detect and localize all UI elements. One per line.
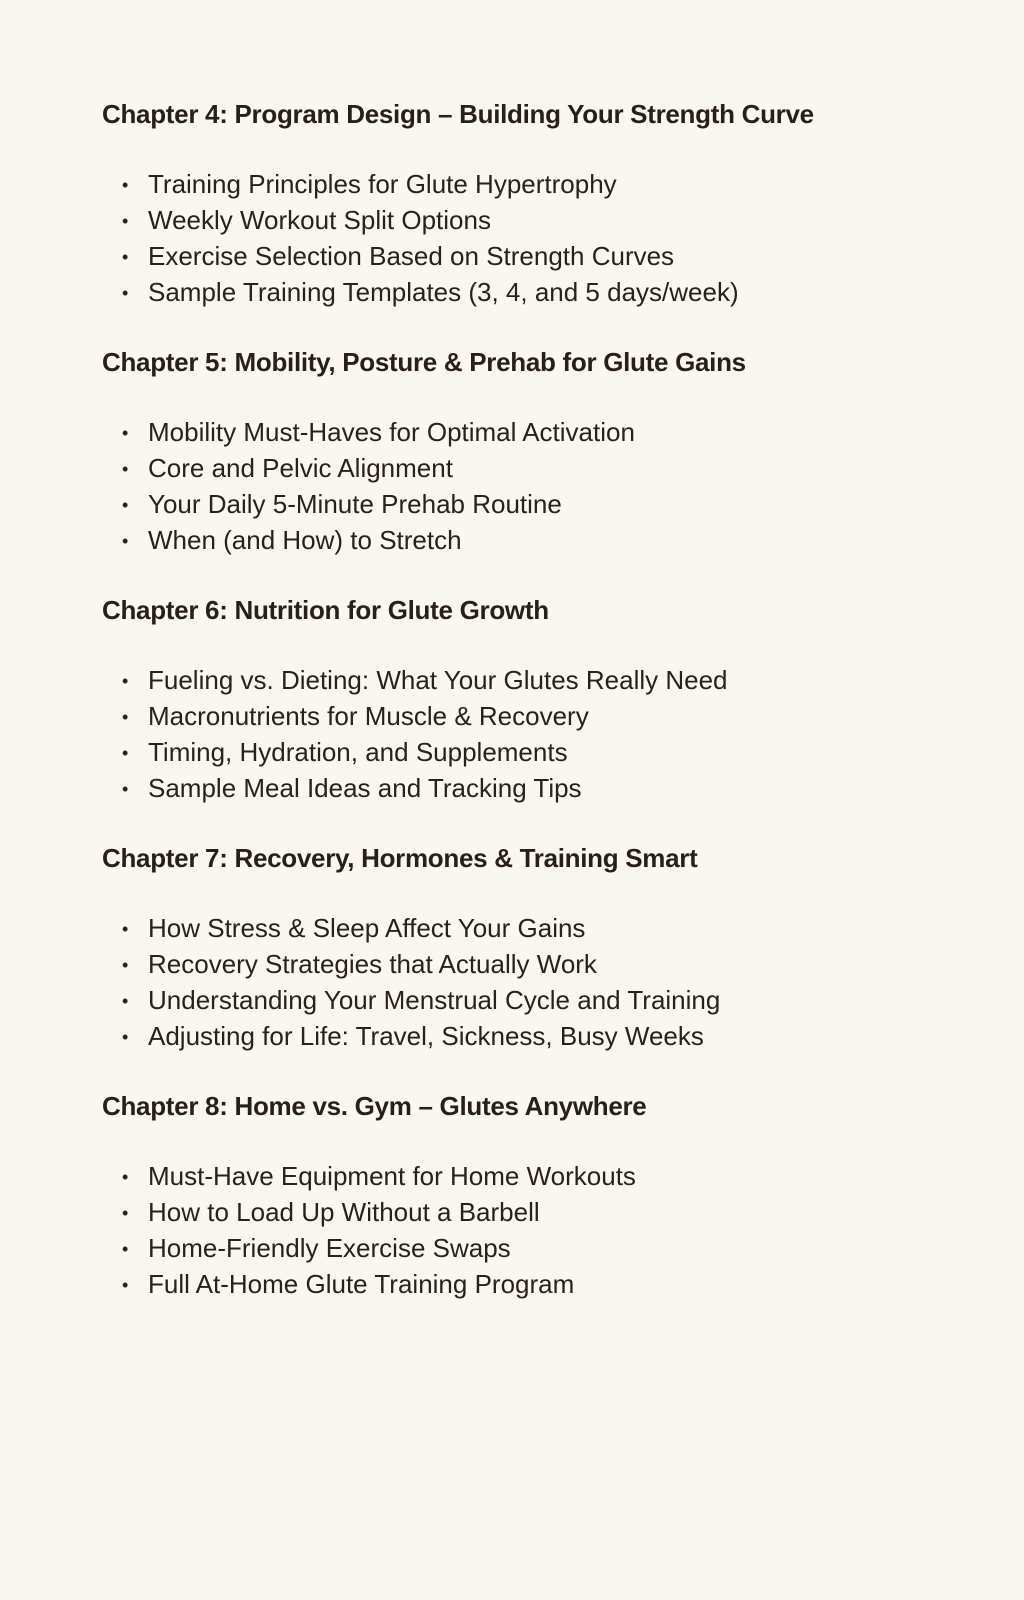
bullet-icon: • — [122, 495, 129, 515]
list-item-text: Timing, Hydration, and Supplements — [148, 737, 568, 767]
bullet-icon: • — [122, 1167, 129, 1187]
topic-list — [102, 1158, 1024, 1302]
chapter-title: Chapter 8: Home vs. Gym – Glutes Anywhere — [102, 1091, 647, 1121]
list-item-text: Exercise Selection Based on Strength Curves — [148, 241, 675, 271]
list-item — [122, 238, 1024, 274]
bullet-icon: • — [122, 459, 129, 479]
list-item-text: How Stress & Sleep Affect Your Gains — [148, 913, 586, 943]
list-item-text: Your Daily 5-Minute Prehab Routine — [148, 489, 562, 519]
chapter-title: Chapter 4: Program Design – Building Your Strength Curve — [102, 99, 814, 129]
list-item-text: Sample Meal Ideas and Tracking Tips — [148, 773, 582, 803]
list-item-text: When (and How) to Stretch — [148, 525, 462, 555]
list-item — [122, 910, 1024, 946]
list-item-text: Sample Training Templates (3, 4, and 5 days/week) — [148, 277, 739, 307]
list-item — [122, 698, 1024, 734]
list-item — [122, 1266, 1024, 1302]
list-item-text: Macronutrients for Muscle & Recovery — [148, 701, 589, 731]
bullet-icon: • — [122, 531, 129, 551]
list-item — [122, 1158, 1024, 1194]
chapter-6 — [102, 592, 1024, 806]
list-item — [122, 166, 1024, 202]
bullet-icon: • — [122, 1203, 129, 1223]
bullet-icon: • — [122, 1027, 129, 1047]
list-item-text: Mobility Must-Haves for Optimal Activation — [148, 417, 635, 447]
list-item-text: Weekly Workout Split Options — [148, 205, 491, 235]
list-item — [122, 1018, 1024, 1054]
list-item — [122, 770, 1024, 806]
chapter-5 — [102, 344, 1024, 558]
topic-list — [102, 662, 1024, 806]
list-item — [122, 202, 1024, 238]
list-item — [122, 274, 1024, 310]
bullet-icon: • — [122, 991, 129, 1011]
bullet-icon: • — [122, 671, 129, 691]
bullet-icon: • — [122, 919, 129, 939]
list-item — [122, 1230, 1024, 1266]
list-item-text: Must-Have Equipment for Home Workouts — [148, 1161, 636, 1191]
bullet-icon: • — [122, 211, 129, 231]
list-item — [122, 486, 1024, 522]
list-item-text: Home-Friendly Exercise Swaps — [148, 1233, 511, 1263]
list-item-text: Full At-Home Glute Training Program — [148, 1269, 575, 1299]
list-item-text: Recovery Strategies that Actually Work — [148, 949, 597, 979]
topic-list — [102, 414, 1024, 558]
chapter-8 — [102, 1088, 1024, 1302]
topic-list — [102, 910, 1024, 1054]
chapter-title: Chapter 6: Nutrition for Glute Growth — [102, 595, 549, 625]
topic-list — [102, 166, 1024, 310]
list-item — [122, 1194, 1024, 1230]
bullet-icon: • — [122, 423, 129, 443]
list-item-text: Fueling vs. Dieting: What Your Glutes Really Need — [148, 665, 728, 695]
bullet-icon: • — [122, 247, 129, 267]
chapter-title: Chapter 5: Mobility, Posture & Prehab for Glute Gains — [102, 347, 746, 377]
chapter-title: Chapter 7: Recovery, Hormones & Training Smart — [102, 843, 698, 873]
list-item — [122, 522, 1024, 558]
list-item — [122, 982, 1024, 1018]
bullet-icon: • — [122, 1239, 129, 1259]
list-item-text: Adjusting for Life: Travel, Sickness, Busy Weeks — [148, 1021, 704, 1051]
list-item — [122, 662, 1024, 698]
bullet-icon: • — [122, 779, 129, 799]
bullet-icon: • — [122, 175, 129, 195]
bullet-icon: • — [122, 707, 129, 727]
bullet-icon: • — [122, 1275, 129, 1295]
chapter-7 — [102, 840, 1024, 1054]
list-item — [122, 946, 1024, 982]
list-item — [122, 734, 1024, 770]
bullet-icon: • — [122, 955, 129, 975]
list-item-text: Training Principles for Glute Hypertrophy — [148, 169, 617, 199]
list-item-text: How to Load Up Without a Barbell — [148, 1197, 540, 1227]
list-item-text: Understanding Your Menstrual Cycle and Training — [148, 985, 721, 1015]
bullet-icon: • — [122, 743, 129, 763]
chapter-4 — [102, 96, 1024, 310]
list-item — [122, 450, 1024, 486]
list-item — [122, 414, 1024, 450]
bullet-icon: • — [122, 283, 129, 303]
list-item-text: Core and Pelvic Alignment — [148, 453, 453, 483]
